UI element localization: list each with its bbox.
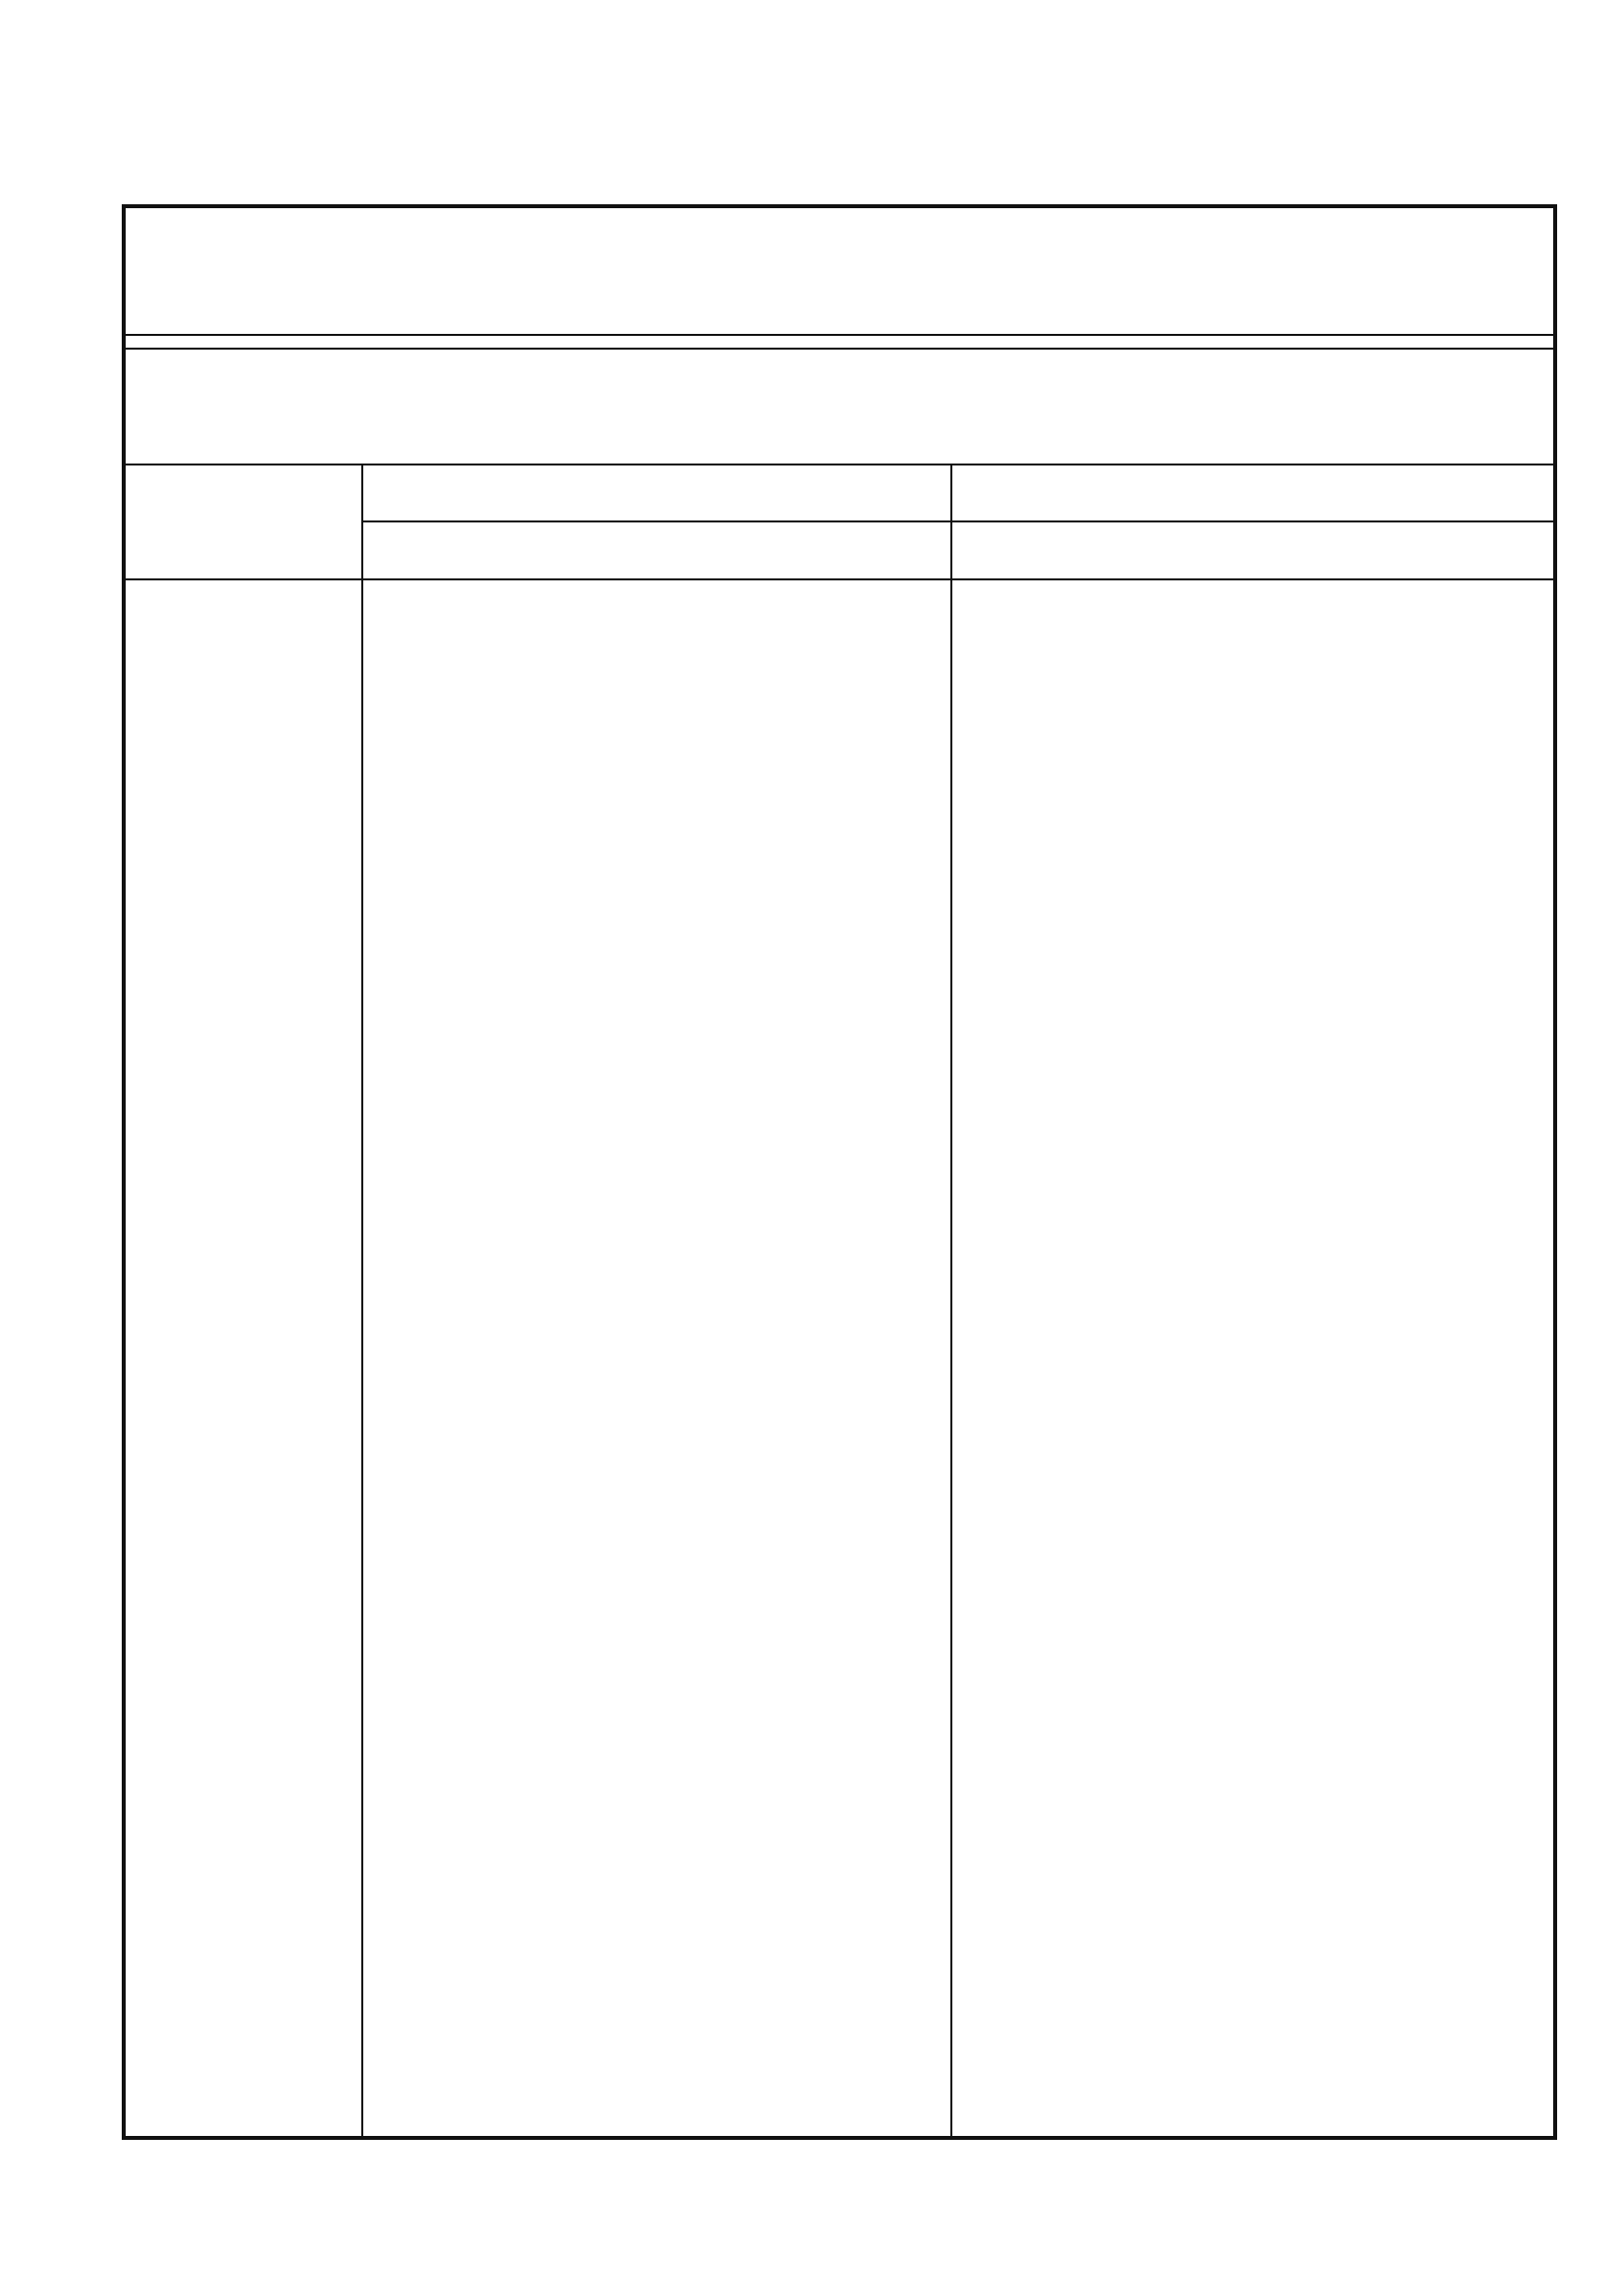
header-divider <box>361 520 1553 522</box>
column-divider <box>950 465 952 2140</box>
register-grid <box>126 465 1553 2140</box>
column-divider <box>361 465 363 2140</box>
document-title-row <box>126 208 1553 336</box>
form-frame <box>122 204 1557 2140</box>
banner-row <box>126 348 1553 465</box>
header-bottom-rule <box>126 578 1553 580</box>
item-column-header <box>126 465 361 578</box>
